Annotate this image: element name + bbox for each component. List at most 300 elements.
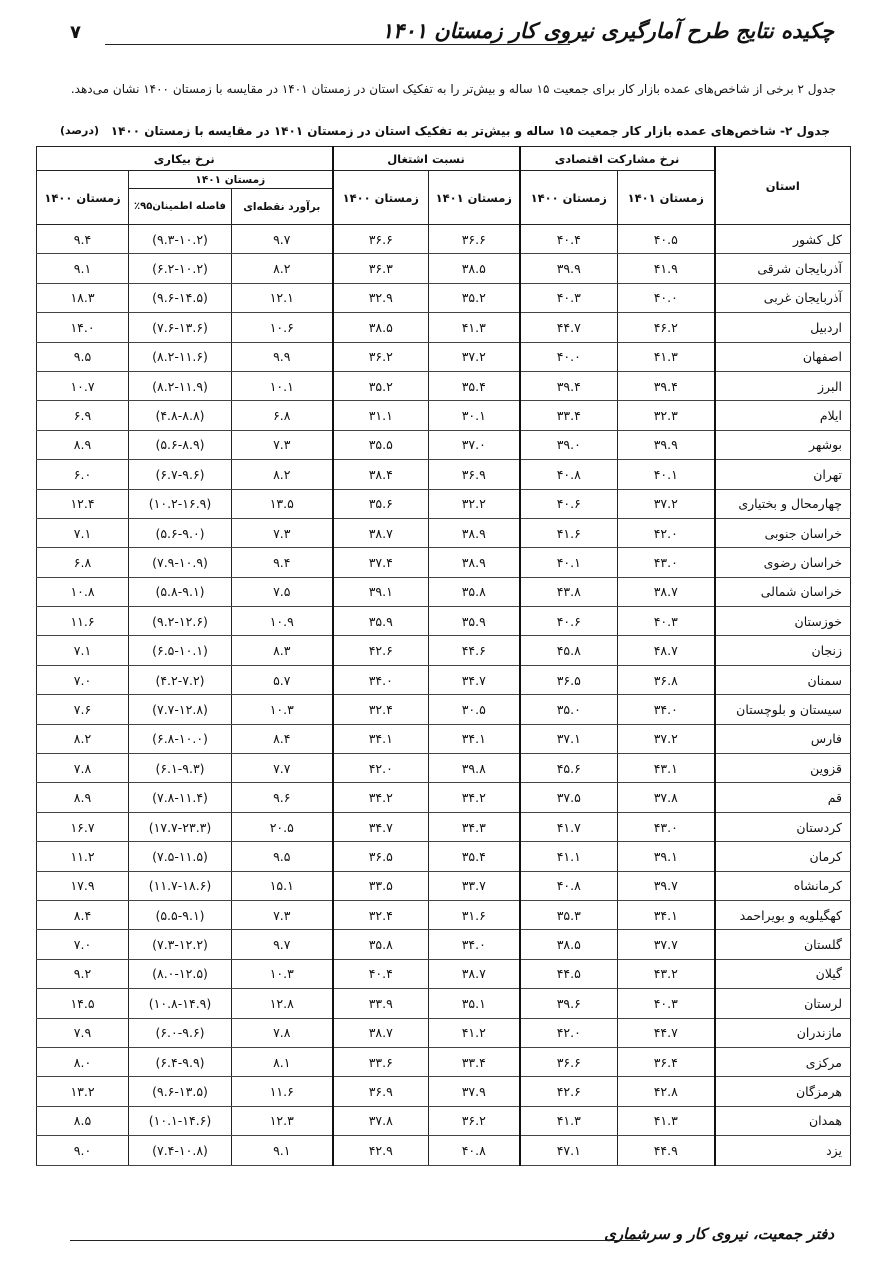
cell-participation-1400: ۳۷.۵ [520, 783, 618, 812]
cell-participation-1400: ۴۰.۶ [520, 607, 618, 636]
cell-employment-1400: ۴۰.۴ [333, 959, 429, 988]
cell-participation-1401: ۴۱.۳ [618, 342, 715, 371]
cell-employment-1400: ۴۲.۹ [333, 1136, 429, 1165]
table-caption: جدول ۲- شاخص‌های عمده بازار کار جمعیت ۱۵ ساله و بیش‌تر به تفکیک استان در زمستان ۱۴۰۱ در مقایسه با زمستان ۱۴۰۰ [110, 124, 830, 138]
cell-province: خراسان جنوبی [715, 518, 851, 547]
cell-unemployment-ci-1401: (۵.۶-۸.۹) [129, 430, 232, 459]
cell-participation-1400: ۴۰.۳ [520, 283, 618, 312]
cell-participation-1401: ۴۳.۱ [618, 754, 715, 783]
cell-employment-1401: ۳۷.۹ [429, 1077, 520, 1106]
cell-unemployment-1400: ۶.۸ [37, 548, 129, 577]
cell-participation-1400: ۳۹.۹ [520, 254, 618, 283]
cell-participation-1401: ۴۲.۸ [618, 1077, 715, 1106]
cell-unemployment-ci-1401: (۱۰.۱-۱۴.۶) [129, 1106, 232, 1135]
header-participation-1401: زمستان ۱۴۰۱ [618, 171, 715, 225]
cell-unemployment-1400: ۱۱.۲ [37, 842, 129, 871]
cell-employment-1400: ۳۶.۹ [333, 1077, 429, 1106]
cell-participation-1400: ۴۰.۸ [520, 871, 618, 900]
table-row [37, 577, 851, 606]
cell-province: زنجان [715, 636, 851, 665]
cell-participation-1400: ۳۹.۰ [520, 430, 618, 459]
cell-unemployment-ci-1401: (۹.۶-۱۴.۵) [129, 283, 232, 312]
cell-unemployment-1400: ۱۰.۸ [37, 577, 129, 606]
cell-unemployment-ci-1401: (۱۱.۷-۱۸.۶) [129, 871, 232, 900]
cell-participation-1401: ۴۳.۲ [618, 959, 715, 988]
cell-employment-1401: ۳۵.۸ [429, 577, 520, 606]
cell-province: خراسان شمالی [715, 577, 851, 606]
cell-unemployment-point-1401: ۸.۳ [232, 636, 333, 665]
table-row [37, 1077, 851, 1106]
cell-employment-1401: ۳۸.۹ [429, 548, 520, 577]
cell-unemployment-ci-1401: (۹.۲-۱۲.۶) [129, 607, 232, 636]
page-header-title: چکیده نتایج طرح آمارگیری نیروی کار زمستان ۱۴۰۱ [381, 18, 834, 43]
cell-province: لرستان [715, 989, 851, 1018]
cell-participation-1400: ۳۶.۶ [520, 1047, 618, 1076]
table-row [37, 254, 851, 283]
table-unit: (درصد) [60, 124, 100, 137]
cell-employment-1400: ۳۴.۱ [333, 724, 429, 753]
cell-unemployment-point-1401: ۱۰.۳ [232, 959, 333, 988]
cell-participation-1400: ۴۰.۸ [520, 460, 618, 489]
table-row [37, 665, 851, 694]
cell-unemployment-1400: ۶.۹ [37, 401, 129, 430]
cell-province: کرمانشاه [715, 871, 851, 900]
table-row [37, 283, 851, 312]
cell-province: همدان [715, 1106, 851, 1135]
cell-employment-1400: ۳۸.۷ [333, 518, 429, 547]
cell-unemployment-1400: ۷.۱ [37, 518, 129, 547]
cell-employment-1401: ۳۶.۲ [429, 1106, 520, 1135]
cell-unemployment-point-1401: ۹.۹ [232, 342, 333, 371]
cell-participation-1401: ۳۷.۲ [618, 489, 715, 518]
cell-participation-1400: ۳۵.۳ [520, 900, 618, 929]
cell-unemployment-ci-1401: (۸.۰-۱۲.۵) [129, 959, 232, 988]
cell-unemployment-ci-1401: (۶.۰-۹.۶) [129, 1018, 232, 1047]
cell-participation-1400: ۴۱.۳ [520, 1106, 618, 1135]
cell-employment-1400: ۳۳.۶ [333, 1047, 429, 1076]
cell-unemployment-ci-1401: (۵.۸-۹.۱) [129, 577, 232, 606]
cell-unemployment-ci-1401: (۶.۵-۱۰.۱) [129, 636, 232, 665]
cell-unemployment-ci-1401: (۷.۹-۱۰.۹) [129, 548, 232, 577]
table-row [37, 930, 851, 959]
cell-employment-1401: ۳۰.۵ [429, 695, 520, 724]
cell-participation-1401: ۴۰.۱ [618, 460, 715, 489]
cell-unemployment-point-1401: ۱۳.۵ [232, 489, 333, 518]
cell-unemployment-ci-1401: (۴.۸-۸.۸) [129, 401, 232, 430]
table-row [37, 1136, 851, 1165]
table-row [37, 401, 851, 430]
cell-province: خوزستان [715, 607, 851, 636]
cell-unemployment-ci-1401: (۶.۷-۹.۶) [129, 460, 232, 489]
cell-employment-1401: ۳۵.۲ [429, 283, 520, 312]
cell-unemployment-point-1401: ۱۰.۳ [232, 695, 333, 724]
cell-participation-1401: ۴۴.۹ [618, 1136, 715, 1165]
cell-employment-1401: ۳۵.۹ [429, 607, 520, 636]
header-divider [105, 44, 570, 45]
intro-paragraph: جدول ۲ برخی از شاخص‌های عمده بازار کار برای جمعیت ۱۵ ساله و بیش‌تر را به تفکیک استان در زمستان ۱۴۰۱ در مقایسه با زمستان ۱۴۰۰ نشان می‌دهد. [70, 82, 836, 96]
cell-participation-1401: ۴۸.۷ [618, 636, 715, 665]
cell-participation-1401: ۴۳.۰ [618, 548, 715, 577]
table-row [37, 607, 851, 636]
cell-unemployment-ci-1401: (۶.۲-۱۰.۲) [129, 254, 232, 283]
footer-divider [70, 1240, 640, 1241]
cell-employment-1400: ۳۶.۶ [333, 225, 429, 254]
cell-participation-1400: ۴۱.۱ [520, 842, 618, 871]
header-unemployment-1401: زمستان ۱۴۰۱ [129, 171, 333, 189]
cell-unemployment-point-1401: ۸.۱ [232, 1047, 333, 1076]
cell-unemployment-ci-1401: (۷.۸-۱۱.۴) [129, 783, 232, 812]
cell-employment-1401: ۳۸.۷ [429, 959, 520, 988]
table-row [37, 959, 851, 988]
cell-province: کهگیلویه و بویراحمد [715, 900, 851, 929]
table-row [37, 342, 851, 371]
cell-participation-1400: ۴۱.۷ [520, 812, 618, 841]
cell-participation-1401: ۳۸.۷ [618, 577, 715, 606]
cell-participation-1401: ۳۷.۷ [618, 930, 715, 959]
table-row [37, 842, 851, 871]
cell-employment-1400: ۳۵.۹ [333, 607, 429, 636]
cell-unemployment-point-1401: ۷.۳ [232, 518, 333, 547]
cell-unemployment-ci-1401: (۱۷.۷-۲۳.۳) [129, 812, 232, 841]
cell-participation-1401: ۳۶.۸ [618, 665, 715, 694]
cell-participation-1401: ۴۰.۰ [618, 283, 715, 312]
cell-unemployment-point-1401: ۲۰.۵ [232, 812, 333, 841]
cell-unemployment-point-1401: ۹.۶ [232, 783, 333, 812]
cell-employment-1400: ۳۸.۴ [333, 460, 429, 489]
cell-unemployment-1400: ۹.۴ [37, 225, 129, 254]
table-row [37, 636, 851, 665]
cell-participation-1400: ۳۷.۱ [520, 724, 618, 753]
cell-employment-1401: ۳۶.۶ [429, 225, 520, 254]
cell-unemployment-1400: ۱۴.۰ [37, 313, 129, 342]
cell-unemployment-1400: ۷.۹ [37, 1018, 129, 1047]
cell-province: خراسان رضوی [715, 548, 851, 577]
cell-employment-1401: ۳۴.۰ [429, 930, 520, 959]
cell-participation-1400: ۴۰.۱ [520, 548, 618, 577]
cell-participation-1400: ۴۳.۸ [520, 577, 618, 606]
cell-unemployment-ci-1401: (۷.۷-۱۲.۸) [129, 695, 232, 724]
header-point-estimate: برآورد نقطه‌ای [232, 189, 333, 225]
cell-unemployment-point-1401: ۵.۷ [232, 665, 333, 694]
cell-unemployment-1400: ۸.۵ [37, 1106, 129, 1135]
cell-participation-1401: ۳۷.۲ [618, 724, 715, 753]
cell-employment-1401: ۳۹.۸ [429, 754, 520, 783]
cell-unemployment-1400: ۸.۴ [37, 900, 129, 929]
cell-province: اصفهان [715, 342, 851, 371]
cell-employment-1400: ۳۵.۲ [333, 371, 429, 400]
cell-province: سمنان [715, 665, 851, 694]
cell-unemployment-point-1401: ۱۲.۸ [232, 989, 333, 1018]
cell-unemployment-point-1401: ۹.۷ [232, 225, 333, 254]
cell-unemployment-point-1401: ۷.۳ [232, 900, 333, 929]
cell-employment-1401: ۴۱.۲ [429, 1018, 520, 1047]
cell-unemployment-1400: ۸.۰ [37, 1047, 129, 1076]
cell-unemployment-ci-1401: (۹.۳-۱۰.۲) [129, 225, 232, 254]
cell-unemployment-ci-1401: (۵.۵-۹.۱) [129, 900, 232, 929]
cell-province: قزوین [715, 754, 851, 783]
cell-participation-1401: ۴۱.۳ [618, 1106, 715, 1135]
cell-province: فارس [715, 724, 851, 753]
cell-participation-1401: ۳۴.۰ [618, 695, 715, 724]
cell-province: هرمزگان [715, 1077, 851, 1106]
cell-employment-1401: ۳۷.۰ [429, 430, 520, 459]
cell-employment-1401: ۳۱.۶ [429, 900, 520, 929]
cell-province: کرمان [715, 842, 851, 871]
cell-province: گیلان [715, 959, 851, 988]
cell-unemployment-point-1401: ۹.۴ [232, 548, 333, 577]
cell-unemployment-point-1401: ۷.۵ [232, 577, 333, 606]
page-number: ۷ [70, 22, 81, 43]
cell-employment-1401: ۴۴.۶ [429, 636, 520, 665]
cell-unemployment-ci-1401: (۹.۶-۱۳.۵) [129, 1077, 232, 1106]
cell-province: البرز [715, 371, 851, 400]
cell-employment-1401: ۳۵.۴ [429, 842, 520, 871]
cell-unemployment-point-1401: ۱۰.۶ [232, 313, 333, 342]
cell-participation-1401: ۴۰.۳ [618, 607, 715, 636]
cell-participation-1401: ۳۴.۱ [618, 900, 715, 929]
cell-unemployment-point-1401: ۶.۸ [232, 401, 333, 430]
cell-employment-1400: ۳۳.۹ [333, 989, 429, 1018]
cell-participation-1400: ۴۵.۶ [520, 754, 618, 783]
cell-province: اردبیل [715, 313, 851, 342]
cell-participation-1400: ۳۳.۴ [520, 401, 618, 430]
table-row [37, 900, 851, 929]
table-row [37, 313, 851, 342]
cell-participation-1401: ۳۹.۹ [618, 430, 715, 459]
table-row [37, 225, 851, 254]
cell-participation-1401: ۴۶.۲ [618, 313, 715, 342]
table-row [37, 695, 851, 724]
cell-unemployment-ci-1401: (۶.۴-۹.۹) [129, 1047, 232, 1076]
cell-unemployment-ci-1401: (۷.۵-۱۱.۵) [129, 842, 232, 871]
cell-participation-1400: ۳۸.۵ [520, 930, 618, 959]
cell-province: ایلام [715, 401, 851, 430]
cell-participation-1401: ۴۰.۳ [618, 989, 715, 1018]
cell-participation-1400: ۴۴.۵ [520, 959, 618, 988]
cell-unemployment-point-1401: ۹.۱ [232, 1136, 333, 1165]
cell-unemployment-1400: ۱۷.۹ [37, 871, 129, 900]
cell-employment-1400: ۳۴.۷ [333, 812, 429, 841]
cell-unemployment-1400: ۱۳.۲ [37, 1077, 129, 1106]
header-participation-rate: نرخ مشارکت اقتصادی [520, 147, 715, 171]
cell-province: کل کشور [715, 225, 851, 254]
cell-province: کردستان [715, 812, 851, 841]
cell-employment-1401: ۳۳.۷ [429, 871, 520, 900]
cell-unemployment-1400: ۹.۲ [37, 959, 129, 988]
table-row [37, 371, 851, 400]
cell-unemployment-ci-1401: (۴.۲-۷.۲) [129, 665, 232, 694]
table-row [37, 548, 851, 577]
table-row [37, 489, 851, 518]
cell-unemployment-ci-1401: (۶.۱-۹.۳) [129, 754, 232, 783]
cell-unemployment-1400: ۷.۰ [37, 665, 129, 694]
cell-employment-1401: ۳۸.۹ [429, 518, 520, 547]
cell-employment-1401: ۴۱.۳ [429, 313, 520, 342]
header-participation-1400: زمستان ۱۴۰۰ [520, 171, 618, 225]
cell-unemployment-point-1401: ۸.۴ [232, 724, 333, 753]
table-row [37, 812, 851, 841]
cell-province: قم [715, 783, 851, 812]
cell-participation-1400: ۴۰.۶ [520, 489, 618, 518]
table-row [37, 460, 851, 489]
table-row [37, 989, 851, 1018]
cell-participation-1401: ۴۴.۷ [618, 1018, 715, 1047]
cell-employment-1400: ۳۶.۳ [333, 254, 429, 283]
cell-employment-1400: ۳۱.۱ [333, 401, 429, 430]
cell-employment-1400: ۳۳.۵ [333, 871, 429, 900]
cell-participation-1400: ۴۷.۱ [520, 1136, 618, 1165]
cell-unemployment-1400: ۶.۰ [37, 460, 129, 489]
cell-employment-1401: ۳۲.۲ [429, 489, 520, 518]
cell-province: مازندران [715, 1018, 851, 1047]
cell-employment-1400: ۳۲.۴ [333, 695, 429, 724]
cell-participation-1400: ۳۵.۰ [520, 695, 618, 724]
cell-employment-1400: ۳۹.۱ [333, 577, 429, 606]
cell-unemployment-point-1401: ۷.۷ [232, 754, 333, 783]
cell-unemployment-point-1401: ۷.۳ [232, 430, 333, 459]
cell-unemployment-point-1401: ۱۲.۱ [232, 283, 333, 312]
cell-province: آذربایجان غربی [715, 283, 851, 312]
labor-indicators-table [36, 146, 851, 1166]
cell-unemployment-point-1401: ۱۰.۱ [232, 371, 333, 400]
cell-participation-1401: ۳۷.۸ [618, 783, 715, 812]
cell-participation-1401: ۳۲.۳ [618, 401, 715, 430]
cell-unemployment-ci-1401: (۷.۴-۱۰.۸) [129, 1136, 232, 1165]
table-row [37, 518, 851, 547]
cell-unemployment-point-1401: ۸.۲ [232, 460, 333, 489]
cell-unemployment-ci-1401: (۱۰.۸-۱۴.۹) [129, 989, 232, 1018]
cell-employment-1401: ۳۴.۷ [429, 665, 520, 694]
cell-province: مرکزی [715, 1047, 851, 1076]
cell-participation-1401: ۳۹.۷ [618, 871, 715, 900]
cell-participation-1400: ۳۶.۵ [520, 665, 618, 694]
cell-employment-1400: ۳۴.۲ [333, 783, 429, 812]
cell-employment-1401: ۳۸.۵ [429, 254, 520, 283]
cell-unemployment-ci-1401: (۸.۲-۱۱.۹) [129, 371, 232, 400]
cell-participation-1400: ۴۰.۰ [520, 342, 618, 371]
cell-employment-1400: ۳۸.۷ [333, 1018, 429, 1047]
cell-unemployment-point-1401: ۱۱.۶ [232, 1077, 333, 1106]
table-row [37, 871, 851, 900]
cell-employment-1400: ۳۲.۴ [333, 900, 429, 929]
cell-unemployment-1400: ۱۰.۷ [37, 371, 129, 400]
cell-employment-1400: ۴۲.۰ [333, 754, 429, 783]
cell-employment-1400: ۳۶.۵ [333, 842, 429, 871]
cell-unemployment-1400: ۷.۰ [37, 930, 129, 959]
cell-unemployment-point-1401: ۱۰.۹ [232, 607, 333, 636]
cell-participation-1401: ۴۰.۵ [618, 225, 715, 254]
cell-unemployment-point-1401: ۱۲.۳ [232, 1106, 333, 1135]
cell-unemployment-1400: ۸.۹ [37, 783, 129, 812]
cell-employment-1400: ۳۸.۵ [333, 313, 429, 342]
cell-participation-1401: ۳۶.۴ [618, 1047, 715, 1076]
cell-unemployment-ci-1401: (۷.۳-۱۲.۲) [129, 930, 232, 959]
header-unemployment-1400: زمستان ۱۴۰۰ [37, 171, 129, 225]
cell-province: آذربایجان شرقی [715, 254, 851, 283]
cell-employment-1401: ۳۶.۹ [429, 460, 520, 489]
cell-participation-1400: ۴۰.۴ [520, 225, 618, 254]
cell-employment-1401: ۳۷.۲ [429, 342, 520, 371]
table-row [37, 724, 851, 753]
cell-province: سیستان و بلوچستان [715, 695, 851, 724]
cell-employment-1401: ۳۴.۳ [429, 812, 520, 841]
cell-employment-1400: ۳۶.۲ [333, 342, 429, 371]
cell-unemployment-point-1401: ۹.۵ [232, 842, 333, 871]
cell-unemployment-1400: ۱۶.۷ [37, 812, 129, 841]
cell-unemployment-1400: ۷.۶ [37, 695, 129, 724]
cell-participation-1401: ۴۱.۹ [618, 254, 715, 283]
cell-unemployment-ci-1401: (۱۰.۲-۱۶.۹) [129, 489, 232, 518]
cell-unemployment-1400: ۸.۲ [37, 724, 129, 753]
header-confidence-interval: فاصله اطمینان۹۵٪ [129, 189, 232, 225]
table-row [37, 754, 851, 783]
cell-employment-1401: ۳۴.۲ [429, 783, 520, 812]
cell-employment-1401: ۳۵.۴ [429, 371, 520, 400]
cell-participation-1400: ۴۴.۷ [520, 313, 618, 342]
cell-employment-1400: ۳۵.۸ [333, 930, 429, 959]
cell-unemployment-1400: ۸.۹ [37, 430, 129, 459]
header-employment-1401: زمستان ۱۴۰۱ [429, 171, 520, 225]
cell-unemployment-ci-1401: (۵.۶-۹.۰) [129, 518, 232, 547]
cell-province: بوشهر [715, 430, 851, 459]
header-province: استان [715, 147, 851, 225]
table-row [37, 1047, 851, 1076]
cell-employment-1401: ۳۵.۱ [429, 989, 520, 1018]
cell-participation-1401: ۴۲.۰ [618, 518, 715, 547]
cell-employment-1400: ۳۵.۵ [333, 430, 429, 459]
cell-participation-1400: ۴۲.۰ [520, 1018, 618, 1047]
cell-employment-1401: ۳۳.۴ [429, 1047, 520, 1076]
cell-unemployment-1400: ۱۲.۴ [37, 489, 129, 518]
cell-participation-1401: ۳۹.۱ [618, 842, 715, 871]
header-unemployment-rate: نرخ بیکاری [37, 147, 333, 171]
cell-employment-1400: ۳۲.۹ [333, 283, 429, 312]
cell-province: گلستان [715, 930, 851, 959]
cell-employment-1401: ۳۴.۱ [429, 724, 520, 753]
cell-unemployment-1400: ۱۴.۵ [37, 989, 129, 1018]
cell-participation-1400: ۴۵.۸ [520, 636, 618, 665]
header-employment-1400: زمستان ۱۴۰۰ [333, 171, 429, 225]
cell-employment-1401: ۳۰.۱ [429, 401, 520, 430]
cell-employment-1400: ۴۲.۶ [333, 636, 429, 665]
cell-employment-1400: ۳۷.۸ [333, 1106, 429, 1135]
cell-employment-1401: ۴۰.۸ [429, 1136, 520, 1165]
cell-employment-1400: ۳۷.۴ [333, 548, 429, 577]
table-row [37, 1106, 851, 1135]
cell-unemployment-point-1401: ۹.۷ [232, 930, 333, 959]
cell-unemployment-1400: ۹.۱ [37, 254, 129, 283]
cell-unemployment-ci-1401: (۶.۸-۱۰.۰) [129, 724, 232, 753]
cell-unemployment-1400: ۷.۱ [37, 636, 129, 665]
cell-participation-1400: ۴۱.۶ [520, 518, 618, 547]
cell-unemployment-1400: ۷.۸ [37, 754, 129, 783]
table-row [37, 1018, 851, 1047]
cell-province: تهران [715, 460, 851, 489]
cell-participation-1400: ۴۲.۶ [520, 1077, 618, 1106]
cell-employment-1400: ۳۵.۶ [333, 489, 429, 518]
cell-unemployment-1400: ۱۸.۳ [37, 283, 129, 312]
cell-unemployment-ci-1401: (۷.۶-۱۳.۶) [129, 313, 232, 342]
cell-participation-1400: ۳۹.۶ [520, 989, 618, 1018]
cell-province: چهارمحال و بختیاری [715, 489, 851, 518]
table-row [37, 783, 851, 812]
cell-participation-1401: ۴۳.۰ [618, 812, 715, 841]
cell-province: یزد [715, 1136, 851, 1165]
header-employment-ratio: نسبت اشتغال [333, 147, 520, 171]
table-row [37, 430, 851, 459]
cell-unemployment-ci-1401: (۸.۲-۱۱.۶) [129, 342, 232, 371]
cell-unemployment-point-1401: ۷.۸ [232, 1018, 333, 1047]
